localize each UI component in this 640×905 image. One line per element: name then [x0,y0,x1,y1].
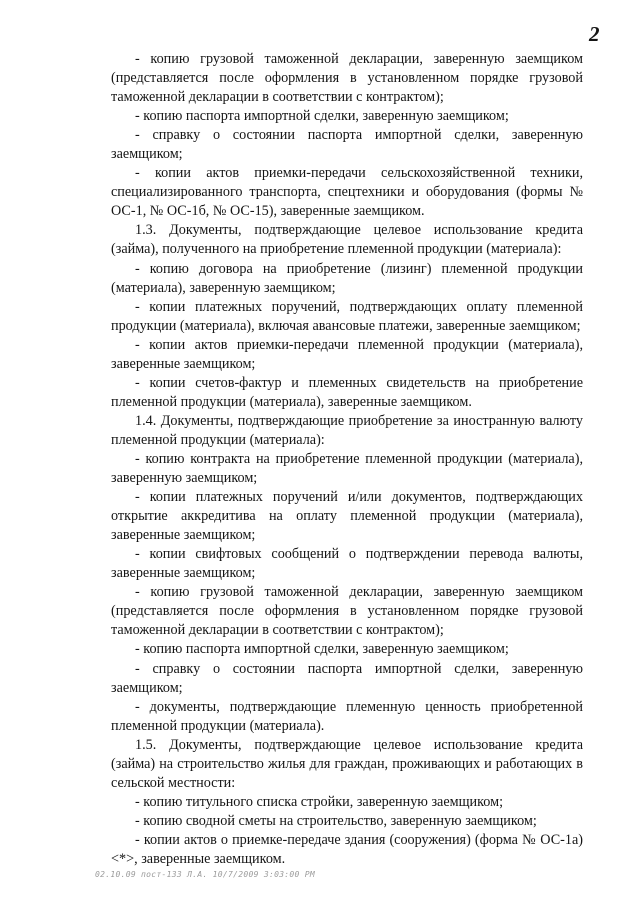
paragraph: - копии актов приемки-передачи племенной продукции (материала), заверенные заемщиком; [111,336,583,372]
paragraph: - копию грузовой таможенной декларации, заверенную заемщиком (представляется после оформления в установленном порядке грузовой таможенной декларации в соответствии с контрактом); [111,584,583,639]
paragraph: - копию сводной сметы на строительство, заверенную заемщиком; [135,812,537,829]
section-heading: 1.4. Документы, подтверждающие приобретение за иностранную валюту племенной продукции (материала): [111,412,583,448]
paragraph: - копию паспорта импортной сделки, заверенную заемщиком; [135,108,509,125]
paragraph: - копию титульного списка стройки, заверенную заемщиком; [135,793,504,810]
section-heading: 1.3. Документы, подтверждающие целевое использование кредита (займа), полученного на приобретение племенной продукции (материала): [111,222,583,258]
paragraph: - документы, подтверждающие племенную ценность приобретенной племенной продукции (материала). [111,698,583,734]
paragraph: - копию договора на приобретение (лизинг) племенной продукции (материала), заверенную заемщиком; [111,260,583,296]
paragraph: - копию паспорта импортной сделки, заверенную заемщиком; [135,641,509,658]
paragraph: - справку о состоянии паспорта импортной сделки, заверенную заемщиком; [111,660,583,696]
paragraph: - копию грузовой таможенной декларации, заверенную заемщиком (представляется после оформления в установленном порядке грузовой таможенной декларации в соответствии с контрактом); [111,51,583,106]
section-heading: 1.5. Документы, подтверждающие целевое использование кредита (займа) на строительство жилья для граждан, проживающих и работающих в сельской местности: [111,736,583,791]
paragraph: - копии счетов-фактур и племенных свидетельств на приобретение племенной продукции (материала), заверенные заемщиком. [111,374,583,410]
paragraph: - копию контракта на приобретение племенной продукции (материала), заверенную заемщиком; [111,450,583,487]
paragraph: - копии актов о приемке-передаче здания (сооружения) (форма № ОС-1а) <*>, заверенные заемщиком. [111,831,583,867]
paragraph: - копии платежных поручений, подтверждающих оплату племенной продукции (материала), включая авансовые платежи, заверенные заемщиком; [111,298,583,334]
paragraph: - копии актов приемки-передачи сельскохозяйственной техники, специализированного транспорта, спецтехники и оборудования (формы № ОС-1, № ОС-1б, № ОС-15), заверенные заемщиком. [111,165,583,220]
page-number: 2 [589,22,600,46]
paragraph: - копии платежных поручений и/или документов, подтверждающих открытие аккредитива на оплату племенной продукции (материала), заверенные заемщиком; [111,489,583,544]
document-body [111,50,583,869]
document-footer: 02.10.09 пост-133 Л.А. 10/7/2009 3:03:00 PM [95,870,316,879]
paragraph: - справку о состоянии паспорта импортной сделки, заверенную заемщиком; [111,127,583,163]
paragraph: - копии свифтовых сообщений о подтверждении перевода валюты, заверенные заемщиком; [111,546,583,582]
